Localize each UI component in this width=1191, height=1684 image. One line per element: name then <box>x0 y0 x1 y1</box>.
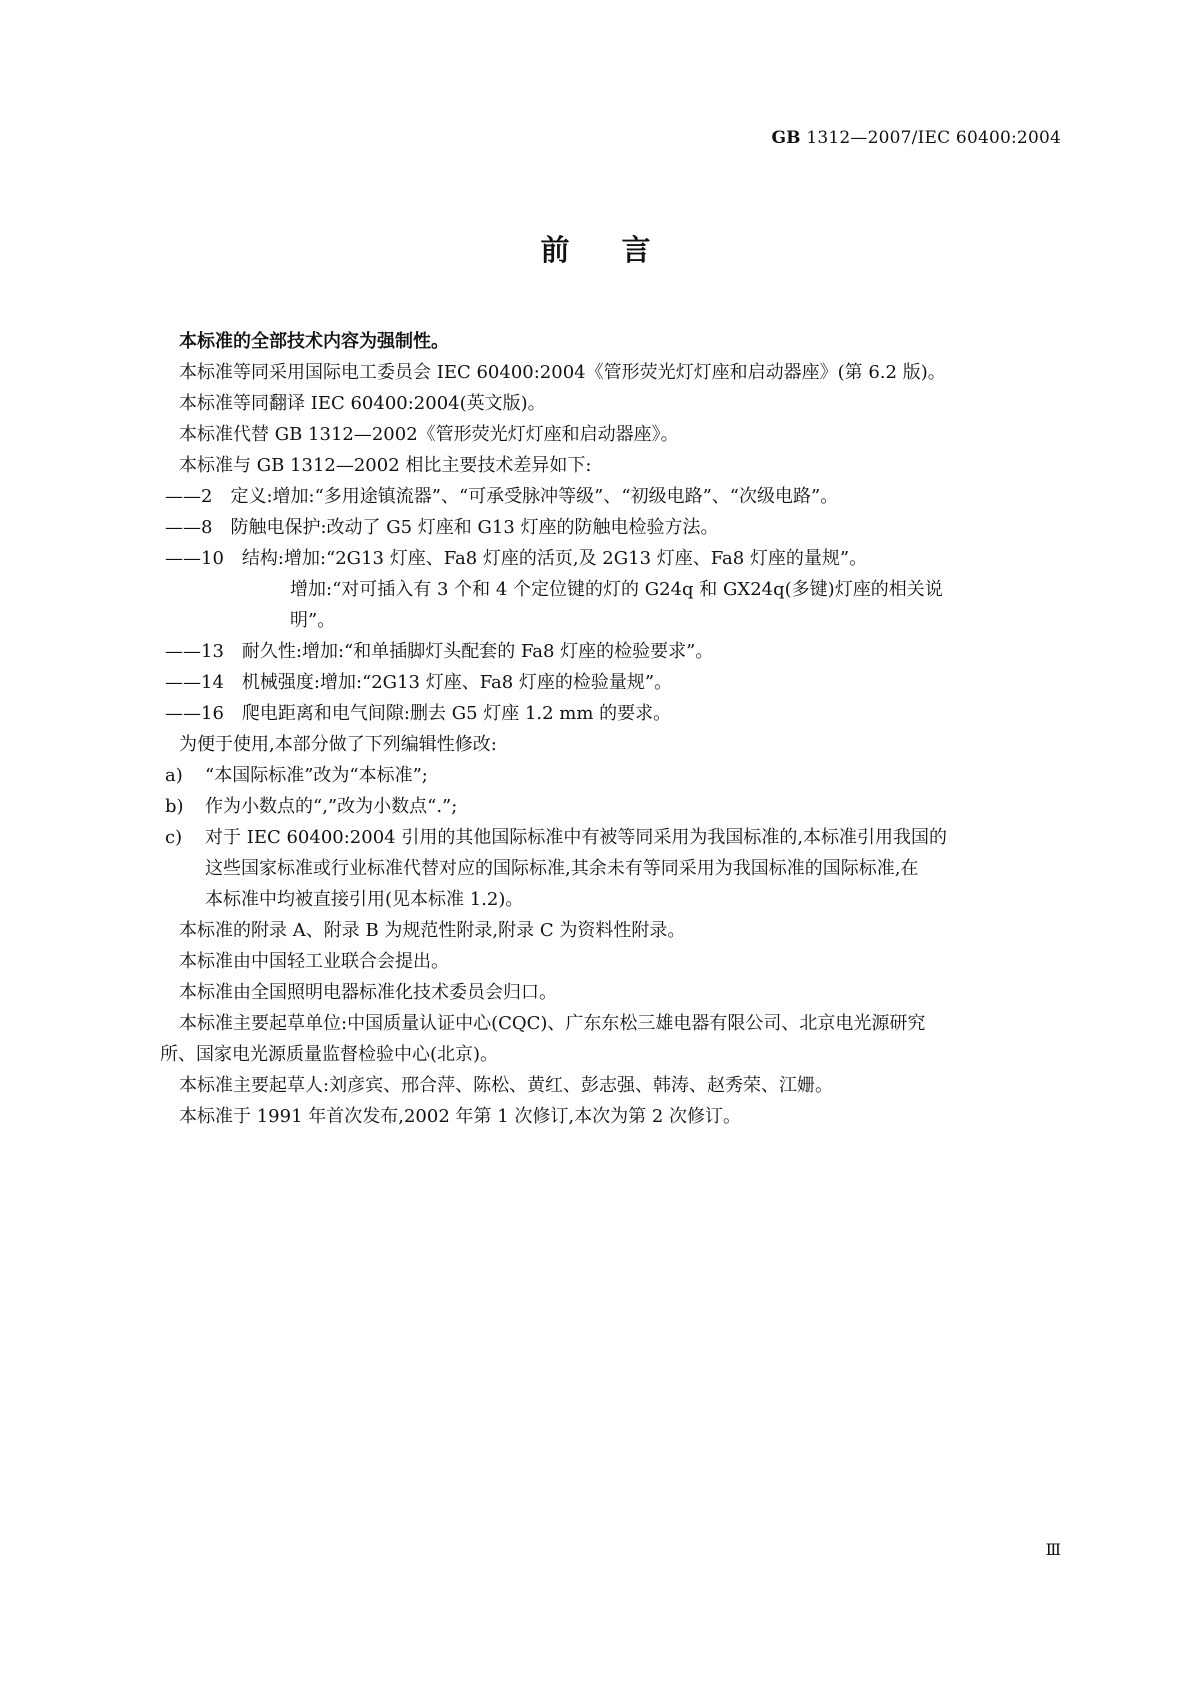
paragraph-drafting-units-cont: 所、国家电光源质量监督检验中心(北京)。 <box>160 1044 499 1065</box>
mandatory-statement: 本标准的全部技术内容为强制性。 <box>179 331 449 352</box>
editorial-item-a <box>165 760 1063 791</box>
foreword-body <box>160 326 1063 1132</box>
page-title: 前言 <box>540 233 703 267</box>
editorial-text-b: 作为小数点的“,”改为小数点“.”; <box>205 796 458 817</box>
page-number: Ⅲ <box>1045 1540 1061 1559</box>
paragraph-annexes: 本标准的附录 A、附录 B 为规范性附录,附录 C 为资料性附录。 <box>179 920 686 941</box>
editorial-text-a: “本国际标准”改为“本标准”; <box>205 765 428 786</box>
standard-code: 1312—2007/IEC 60400:2004 <box>800 128 1061 148</box>
paragraph-adoption: 本标准等同采用国际电工委员会 IEC 60400:2004《管形荧光灯灯座和启动器座》(第 6.2 版)。 <box>179 362 946 383</box>
standard-prefix: GB <box>771 128 801 148</box>
paragraph-drafters: 本标准主要起草人:刘彦宾、邢合萍、陈松、黄红、彭志强、韩涛、赵秀荣、江姗。 <box>179 1075 834 1096</box>
paragraph-replaces: 本标准代替 GB 1312—2002《管形荧光灯灯座和启动器座》。 <box>179 424 679 445</box>
difference-item-10-end: 明”。 <box>290 610 336 631</box>
editorial-item-c <box>165 822 1063 853</box>
editorial-item-b <box>165 791 1063 822</box>
difference-item-2: ——2 定义:增加:“多用途镇流器”、“可承受脉冲等级”、“初级电路”、“次级电路”。 <box>165 486 839 507</box>
editorial-text-c-line1: 对于 IEC 60400:2004 引用的其他国际标准中有被等同采用为我国标准的,本标准引用我国的 <box>205 827 948 848</box>
paragraph-translation: 本标准等同翻译 IEC 60400:2004(英文版)。 <box>179 393 546 414</box>
list-label-c: c) <box>165 827 183 848</box>
difference-item-16: ——16 爬电距离和电气间隙:删去 G5 灯座 1.2 mm 的要求。 <box>165 703 672 724</box>
difference-item-10: ——10 结构:增加:“2G13 灯座、Fa8 灯座的活页,及 2G13 灯座、Fa8 灯座的量规”。 <box>165 548 868 569</box>
paragraph-differences-intro: 本标准与 GB 1312—2002 相比主要技术差异如下: <box>179 455 592 476</box>
standard-number-header <box>771 128 1061 148</box>
paragraph-drafting-units: 本标准主要起草单位:中国质量认证中心(CQC)、广东东松三雄电器有限公司、北京电光源研究 <box>179 1013 926 1034</box>
paragraph-centralized-by: 本标准由全国照明电器标准化技术委员会归口。 <box>179 982 557 1003</box>
difference-item-8: ——8 防触电保护:改动了 G5 灯座和 G13 灯座的防触电检验方法。 <box>165 517 719 538</box>
difference-item-10-continued: 增加:“对可插入有 3 个和 4 个定位键的灯的 G24q 和 GX24q(多键)灯座的相关说 <box>290 579 943 600</box>
list-label-a: a) <box>165 765 183 786</box>
paragraph-proposed-by: 本标准由中国轻工业联合会提出。 <box>179 951 449 972</box>
paragraph-editorial-intro: 为便于使用,本部分做了下列编辑性修改: <box>179 734 497 755</box>
list-label-b: b) <box>165 796 184 817</box>
paragraph-history: 本标准于 1991 年首次发布,2002 年第 1 次修订,本次为第 2 次修订。 <box>179 1106 742 1127</box>
difference-item-14: ——14 机械强度:增加:“2G13 灯座、Fa8 灯座的检验量规”。 <box>165 672 673 693</box>
editorial-text-c-line2: 这些国家标准或行业标准代替对应的国际标准,其余未有等同采用为我国标准的国际标准,在 <box>205 858 919 879</box>
difference-item-13: ——13 耐久性:增加:“和单插脚灯头配套的 Fa8 灯座的检验要求”。 <box>165 641 714 662</box>
editorial-text-c-line3: 本标准中均被直接引用(见本标准 1.2)。 <box>205 889 524 910</box>
